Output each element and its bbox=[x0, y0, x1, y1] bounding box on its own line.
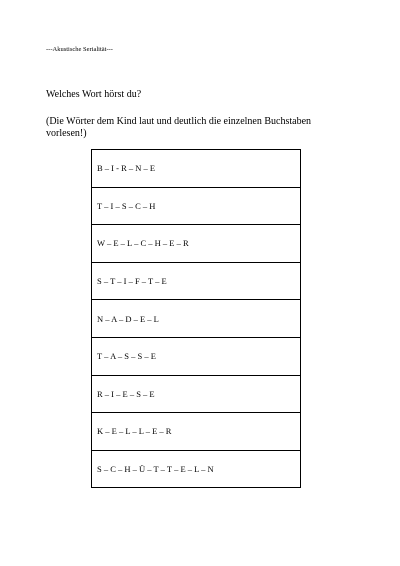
spelled-word-cell: B – I - R – N – E bbox=[92, 150, 301, 188]
table-row bbox=[92, 262, 301, 300]
instruction-text: (Die Wörter dem Kind laut und deutlich die einzelnen Buchstaben vorlesen!) bbox=[46, 116, 312, 139]
table-row bbox=[92, 187, 301, 225]
table-row bbox=[92, 337, 301, 375]
table-row bbox=[92, 150, 301, 188]
spelled-word-cell: S – C – H – Ü – T – T – E – L – N bbox=[92, 450, 301, 488]
spelled-word-cell: S – T – I – F – T – E bbox=[92, 262, 301, 300]
header-note: ---Akustische Serialität--- bbox=[46, 46, 113, 53]
table-row bbox=[92, 413, 301, 451]
spelled-word-cell: R – I – E – S – E bbox=[92, 375, 301, 413]
question-heading: Welches Wort hörst du? bbox=[46, 89, 142, 100]
table-row bbox=[92, 450, 301, 488]
table-row bbox=[92, 225, 301, 263]
spelled-word-cell: W – E – L – C – H – E – R bbox=[92, 225, 301, 263]
spelled-word-cell: K – E – L – L – E – R bbox=[92, 413, 301, 451]
spelled-word-cell: N – A – D – E – L bbox=[92, 300, 301, 338]
spelled-words-table bbox=[91, 149, 301, 488]
spelled-word-cell: T – A – S – S – E bbox=[92, 337, 301, 375]
table-row bbox=[92, 375, 301, 413]
spelled-word-cell: T – I – S – C – H bbox=[92, 187, 301, 225]
table-row bbox=[92, 300, 301, 338]
